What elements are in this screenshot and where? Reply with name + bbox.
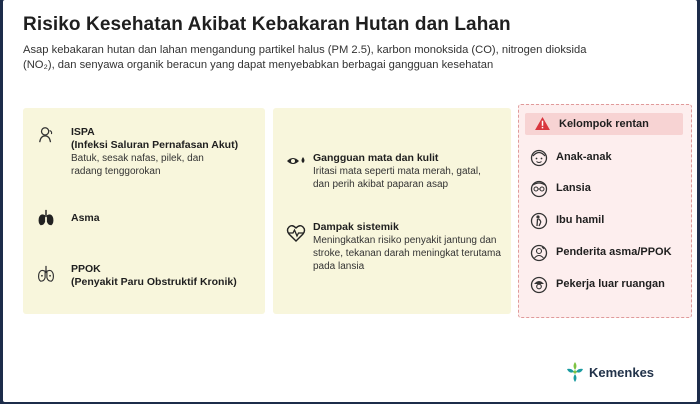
pregnant-woman-icon: [529, 211, 549, 231]
page-title: Risiko Kesehatan Akibat Kebakaran Hutan dan Lahan: [23, 14, 511, 35]
sistemik-title: Dampak sistemik: [313, 221, 399, 233]
eye-drop-icon: [286, 152, 308, 170]
ppok-subtitle: (Penyakit Paru Obstruktif Kronik): [71, 276, 237, 288]
subtitle-line-2: (NO₂), dan senyawa organik beracun yang dapat menyebabkan berbagai gangguan kesehatan: [23, 59, 494, 71]
worker-icon: [529, 275, 549, 295]
ppok-title: PPOK: [71, 263, 101, 275]
patient-icon: [529, 243, 549, 263]
vulnerable-item-label: Anak-anak: [556, 151, 612, 163]
respiratory-panel: [23, 108, 265, 314]
respiratory-person-icon: [37, 126, 55, 144]
vulnerable-item-label: Pekerja luar ruangan: [556, 278, 665, 290]
vulnerable-header: [525, 113, 683, 135]
ispa-subtitle: (Infeksi Saluran Pernafasan Akut): [71, 139, 239, 151]
systemic-panel: [273, 108, 511, 314]
vulnerable-item-label: Lansia: [556, 182, 591, 194]
warning-icon: [535, 117, 550, 135]
mata-kulit-title: Gangguan mata dan kulit: [313, 152, 439, 164]
subtitle-line-1: Asap kebakaran hutan dan lahan mengandung partikel halus (PM 2.5), karbon monoksida (CO), nitrogen dioksida: [23, 44, 587, 56]
vulnerable-item-label: Ibu hamil: [556, 214, 605, 226]
ispa-title: ISPA: [71, 126, 95, 138]
vulnerable-item-label: Penderita asma/PPOK: [556, 246, 672, 258]
heart-pulse-icon: [286, 223, 306, 243]
elderly-icon: [529, 179, 549, 199]
lungs-icon: [37, 209, 55, 227]
asma-title: Asma: [71, 212, 100, 224]
sistemik-desc: Meningkatkan risiko penyakit jantung dan stroke, tekanan darah meningkat terutama pada lansia: [313, 235, 501, 272]
kemenkes-logo-text: Kemenkes: [589, 365, 655, 380]
mata-kulit-desc: Iritasi mata seperti mata merah, gatal, dan perih akibat paparan asap: [313, 166, 481, 190]
page-subtitle: [23, 43, 683, 73]
slide: [3, 0, 697, 402]
vulnerable-groups-panel: [518, 104, 692, 318]
ispa-desc: Batuk, sesak nafas, pilek, dan radang tenggorokan: [71, 153, 204, 177]
vulnerable-header-label: Kelompok rentan: [559, 118, 649, 130]
lungs-outline-icon: [37, 265, 55, 283]
child-icon: [529, 148, 549, 168]
kemenkes-logo-mark-icon: [564, 360, 586, 384]
